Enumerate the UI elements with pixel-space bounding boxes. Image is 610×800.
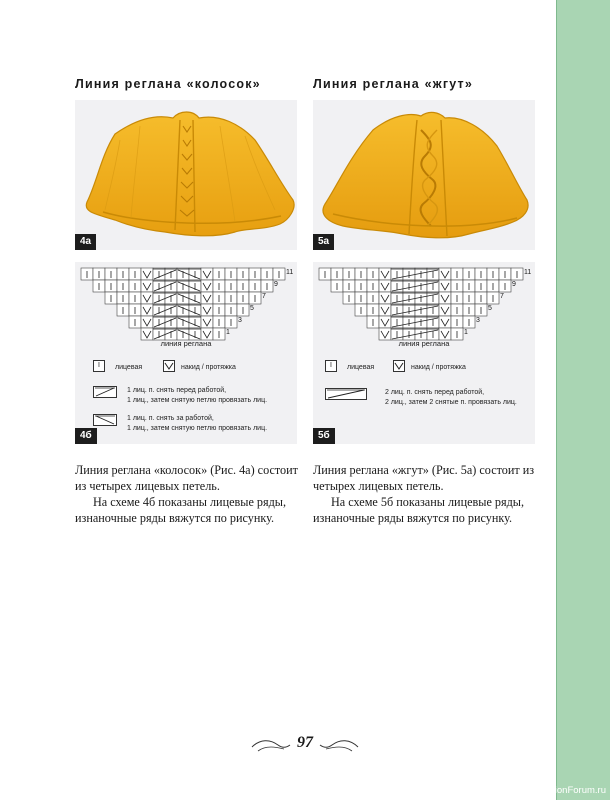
legend-yo-text: накид / протяжка — [411, 364, 466, 371]
yarn-over-icon — [394, 361, 404, 371]
cable-icon — [326, 389, 366, 399]
photo-5a — [313, 100, 535, 250]
yarn-over-symbol — [393, 360, 405, 372]
cross-front-symbol — [93, 386, 117, 398]
left-body-text — [75, 462, 301, 526]
row-number: 7 — [500, 293, 504, 300]
chart-caption: линия реглана — [398, 339, 450, 348]
knit-symbol: I — [93, 360, 105, 372]
chart-caption: линия реглана — [160, 339, 212, 348]
yarn-over-icon — [164, 361, 174, 371]
watermark: PassionForum.ru — [533, 785, 606, 796]
cross-front-icon — [94, 387, 116, 397]
cross-back-symbol — [93, 414, 117, 426]
cross-back-icon — [94, 415, 116, 425]
legend-sym3-line2: 1 лиц., затем снятую петлю провязать лиц. — [127, 425, 268, 432]
side-color-band — [557, 0, 610, 800]
legend-knit-text: лицевая — [347, 364, 375, 371]
left-paragraph-1: Линия реглана «колосок» (Рис. 4а) состоит из четырех лицевых петель. — [75, 463, 299, 493]
knit-symbol: I — [325, 360, 337, 372]
photo-4a — [75, 100, 297, 250]
page-number: 97 — [297, 734, 313, 751]
row-number: 11 — [286, 269, 294, 276]
photo-label-4a: 4а — [75, 234, 96, 250]
cable-symbol — [325, 388, 367, 400]
chart-4b — [75, 262, 297, 444]
legend-sym2-line2: 1 лиц., затем снятую петлю провязать лиц. — [127, 397, 268, 404]
chart-label-5b: 5б — [313, 428, 335, 444]
legend-yo-text: накид / протяжка — [181, 364, 236, 371]
right-body-text — [313, 462, 539, 526]
knit-swatch-image-5a — [313, 100, 535, 250]
row-number: 9 — [274, 281, 278, 288]
row-number: 1 — [226, 329, 230, 336]
row-number: 7 — [262, 293, 266, 300]
right-column — [313, 75, 535, 444]
right-paragraph-1: Линия реглана «жгут» (Рис. 5а) состоит из четырех лицевых петель. — [313, 463, 535, 493]
legend-sym3-line1: 1 лиц. п. снять за работой, — [127, 415, 214, 422]
left-paragraph-2: На схеме 4б показаны лицевые ряды, изнаночные ряды вяжутся по рисунку. — [75, 495, 287, 525]
legend-knit-text: лицевая — [115, 364, 143, 371]
left-column — [75, 75, 297, 444]
legend-sym2-line1: 1 лиц. п. снять перед работой, — [127, 387, 227, 394]
chart-label-4b: 4б — [75, 428, 97, 444]
legend-sym2-line1: 2 лиц. п. снять перед работой, — [385, 389, 485, 396]
row-number: 3 — [476, 317, 480, 324]
chart-5b — [313, 262, 535, 444]
left-heading: Линия реглана «колосок» — [75, 77, 261, 91]
right-heading: Линия реглана «жгут» — [313, 77, 474, 91]
row-number: 1 — [464, 329, 468, 336]
row-number: 3 — [238, 317, 242, 324]
photo-label-5a: 5а — [313, 234, 334, 250]
legend-sym2-line2: 2 лиц., затем 2 снятые п. провязать лиц. — [385, 399, 517, 406]
knit-swatch-image-4a — [75, 100, 297, 250]
row-number: 5 — [250, 305, 254, 312]
right-paragraph-2: На схеме 5б показаны лицевые ряды, изнаночные ряды вяжутся по рисунку. — [313, 495, 525, 525]
row-number: 9 — [512, 281, 516, 288]
yarn-over-symbol — [163, 360, 175, 372]
page-footer — [250, 733, 360, 757]
row-number: 5 — [488, 305, 492, 312]
row-number: 11 — [524, 269, 532, 276]
knit-chart-grid-5b — [313, 262, 535, 444]
